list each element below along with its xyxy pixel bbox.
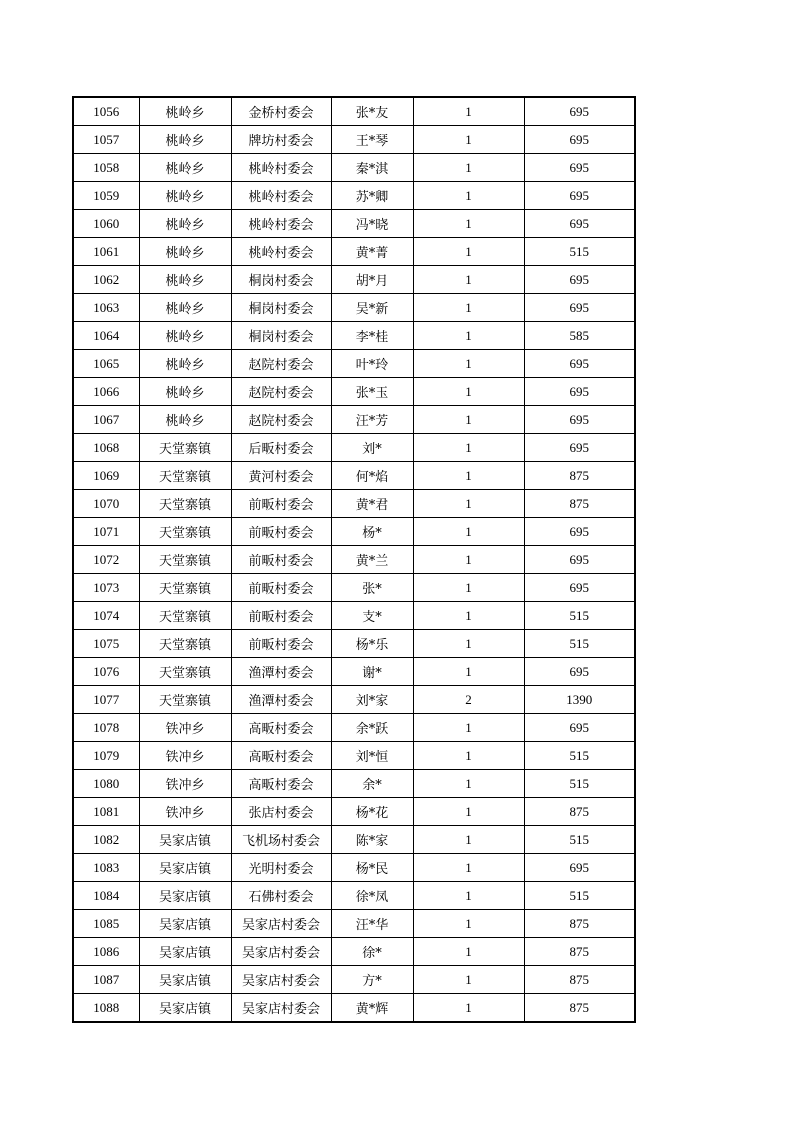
table-row bbox=[73, 238, 635, 266]
cell-count: 1 bbox=[413, 854, 524, 882]
cell-village: 飞机场村委会 bbox=[231, 826, 331, 854]
cell-id: 1076 bbox=[73, 658, 139, 686]
cell-town: 铁冲乡 bbox=[139, 770, 231, 798]
cell-village: 桐岗村委会 bbox=[231, 294, 331, 322]
table-row bbox=[73, 97, 635, 126]
cell-village: 前畈村委会 bbox=[231, 602, 331, 630]
cell-name: 黄*君 bbox=[331, 490, 413, 518]
cell-name: 杨*乐 bbox=[331, 630, 413, 658]
table-row bbox=[73, 406, 635, 434]
cell-village: 张店村委会 bbox=[231, 798, 331, 826]
cell-town: 桃岭乡 bbox=[139, 238, 231, 266]
cell-count: 1 bbox=[413, 490, 524, 518]
table-row bbox=[73, 770, 635, 798]
table-row bbox=[73, 210, 635, 238]
cell-count: 1 bbox=[413, 182, 524, 210]
cell-name: 徐*凤 bbox=[331, 882, 413, 910]
cell-town: 桃岭乡 bbox=[139, 322, 231, 350]
cell-count: 1 bbox=[413, 294, 524, 322]
cell-village: 黄河村委会 bbox=[231, 462, 331, 490]
cell-town: 吴家店镇 bbox=[139, 994, 231, 1023]
cell-amount: 695 bbox=[524, 182, 635, 210]
table-row bbox=[73, 294, 635, 322]
cell-amount: 695 bbox=[524, 350, 635, 378]
cell-name: 何*焰 bbox=[331, 462, 413, 490]
table-row bbox=[73, 574, 635, 602]
cell-amount: 695 bbox=[524, 266, 635, 294]
table-row bbox=[73, 126, 635, 154]
cell-village: 高畈村委会 bbox=[231, 714, 331, 742]
cell-count: 1 bbox=[413, 154, 524, 182]
cell-count: 1 bbox=[413, 322, 524, 350]
cell-count: 1 bbox=[413, 882, 524, 910]
cell-village: 高畈村委会 bbox=[231, 742, 331, 770]
table-row bbox=[73, 154, 635, 182]
cell-id: 1079 bbox=[73, 742, 139, 770]
cell-name: 黄*辉 bbox=[331, 994, 413, 1023]
cell-village: 金桥村委会 bbox=[231, 97, 331, 126]
cell-town: 桃岭乡 bbox=[139, 154, 231, 182]
cell-village: 后畈村委会 bbox=[231, 434, 331, 462]
table-row bbox=[73, 686, 635, 714]
cell-id: 1062 bbox=[73, 266, 139, 294]
cell-name: 张*玉 bbox=[331, 378, 413, 406]
cell-name: 刘* bbox=[331, 434, 413, 462]
cell-count: 1 bbox=[413, 518, 524, 546]
cell-id: 1074 bbox=[73, 602, 139, 630]
cell-amount: 695 bbox=[524, 294, 635, 322]
cell-id: 1086 bbox=[73, 938, 139, 966]
cell-amount: 875 bbox=[524, 966, 635, 994]
cell-id: 1064 bbox=[73, 322, 139, 350]
cell-id: 1070 bbox=[73, 490, 139, 518]
records-table-body bbox=[73, 97, 635, 1022]
cell-village: 桃岭村委会 bbox=[231, 238, 331, 266]
cell-name: 黄*菁 bbox=[331, 238, 413, 266]
cell-id: 1084 bbox=[73, 882, 139, 910]
cell-name: 余*跃 bbox=[331, 714, 413, 742]
cell-amount: 515 bbox=[524, 742, 635, 770]
cell-village: 光明村委会 bbox=[231, 854, 331, 882]
cell-amount: 695 bbox=[524, 518, 635, 546]
cell-id: 1085 bbox=[73, 910, 139, 938]
cell-count: 1 bbox=[413, 910, 524, 938]
cell-name: 秦*淇 bbox=[331, 154, 413, 182]
cell-name: 冯*晓 bbox=[331, 210, 413, 238]
cell-village: 牌坊村委会 bbox=[231, 126, 331, 154]
table-row bbox=[73, 826, 635, 854]
cell-count: 1 bbox=[413, 742, 524, 770]
cell-id: 1075 bbox=[73, 630, 139, 658]
cell-id: 1065 bbox=[73, 350, 139, 378]
cell-name: 苏*卿 bbox=[331, 182, 413, 210]
cell-id: 1082 bbox=[73, 826, 139, 854]
table-row bbox=[73, 182, 635, 210]
cell-id: 1061 bbox=[73, 238, 139, 266]
cell-village: 渔潭村委会 bbox=[231, 686, 331, 714]
cell-id: 1083 bbox=[73, 854, 139, 882]
cell-amount: 875 bbox=[524, 462, 635, 490]
cell-count: 1 bbox=[413, 210, 524, 238]
cell-count: 1 bbox=[413, 574, 524, 602]
cell-name: 胡*月 bbox=[331, 266, 413, 294]
cell-id: 1069 bbox=[73, 462, 139, 490]
cell-town: 桃岭乡 bbox=[139, 350, 231, 378]
cell-town: 铁冲乡 bbox=[139, 798, 231, 826]
cell-town: 吴家店镇 bbox=[139, 910, 231, 938]
cell-amount: 695 bbox=[524, 154, 635, 182]
cell-amount: 515 bbox=[524, 882, 635, 910]
cell-count: 1 bbox=[413, 966, 524, 994]
cell-name: 王*琴 bbox=[331, 126, 413, 154]
cell-id: 1060 bbox=[73, 210, 139, 238]
cell-village: 赵院村委会 bbox=[231, 378, 331, 406]
cell-name: 支* bbox=[331, 602, 413, 630]
table-row bbox=[73, 910, 635, 938]
cell-amount: 695 bbox=[524, 406, 635, 434]
cell-amount: 515 bbox=[524, 770, 635, 798]
cell-count: 1 bbox=[413, 462, 524, 490]
cell-town: 天堂寨镇 bbox=[139, 462, 231, 490]
cell-id: 1063 bbox=[73, 294, 139, 322]
cell-name: 张*友 bbox=[331, 97, 413, 126]
cell-count: 1 bbox=[413, 126, 524, 154]
cell-amount: 515 bbox=[524, 630, 635, 658]
cell-amount: 695 bbox=[524, 97, 635, 126]
cell-village: 高畈村委会 bbox=[231, 770, 331, 798]
table-row bbox=[73, 434, 635, 462]
table-row bbox=[73, 882, 635, 910]
cell-amount: 695 bbox=[524, 126, 635, 154]
cell-count: 1 bbox=[413, 378, 524, 406]
cell-count: 1 bbox=[413, 97, 524, 126]
cell-amount: 515 bbox=[524, 602, 635, 630]
cell-name: 李*桂 bbox=[331, 322, 413, 350]
cell-name: 黄*兰 bbox=[331, 546, 413, 574]
cell-town: 铁冲乡 bbox=[139, 742, 231, 770]
cell-id: 1071 bbox=[73, 518, 139, 546]
cell-village: 吴家店村委会 bbox=[231, 910, 331, 938]
cell-amount: 875 bbox=[524, 798, 635, 826]
cell-town: 桃岭乡 bbox=[139, 378, 231, 406]
table-row bbox=[73, 742, 635, 770]
cell-id: 1067 bbox=[73, 406, 139, 434]
cell-name: 陈*家 bbox=[331, 826, 413, 854]
cell-count: 1 bbox=[413, 630, 524, 658]
cell-village: 赵院村委会 bbox=[231, 350, 331, 378]
cell-town: 天堂寨镇 bbox=[139, 490, 231, 518]
cell-village: 桃岭村委会 bbox=[231, 210, 331, 238]
cell-count: 1 bbox=[413, 798, 524, 826]
cell-village: 桐岗村委会 bbox=[231, 266, 331, 294]
table-row bbox=[73, 658, 635, 686]
cell-count: 1 bbox=[413, 994, 524, 1023]
cell-count: 1 bbox=[413, 826, 524, 854]
cell-town: 桃岭乡 bbox=[139, 266, 231, 294]
cell-town: 桃岭乡 bbox=[139, 182, 231, 210]
cell-id: 1059 bbox=[73, 182, 139, 210]
table-row bbox=[73, 714, 635, 742]
cell-village: 吴家店村委会 bbox=[231, 994, 331, 1023]
cell-amount: 515 bbox=[524, 238, 635, 266]
table-row bbox=[73, 798, 635, 826]
cell-village: 前畈村委会 bbox=[231, 630, 331, 658]
cell-amount: 875 bbox=[524, 938, 635, 966]
cell-amount: 515 bbox=[524, 826, 635, 854]
cell-village: 前畈村委会 bbox=[231, 546, 331, 574]
table-row bbox=[73, 966, 635, 994]
cell-town: 天堂寨镇 bbox=[139, 602, 231, 630]
cell-village: 石佛村委会 bbox=[231, 882, 331, 910]
table-row bbox=[73, 546, 635, 574]
cell-village: 桃岭村委会 bbox=[231, 154, 331, 182]
cell-id: 1056 bbox=[73, 97, 139, 126]
cell-village: 前畈村委会 bbox=[231, 518, 331, 546]
table-row bbox=[73, 630, 635, 658]
table-row bbox=[73, 994, 635, 1023]
cell-name: 张* bbox=[331, 574, 413, 602]
table-row bbox=[73, 602, 635, 630]
cell-id: 1088 bbox=[73, 994, 139, 1023]
cell-amount: 875 bbox=[524, 490, 635, 518]
cell-id: 1081 bbox=[73, 798, 139, 826]
cell-town: 天堂寨镇 bbox=[139, 686, 231, 714]
cell-name: 杨*花 bbox=[331, 798, 413, 826]
cell-count: 2 bbox=[413, 686, 524, 714]
cell-town: 吴家店镇 bbox=[139, 966, 231, 994]
cell-name: 汪*芳 bbox=[331, 406, 413, 434]
cell-name: 杨* bbox=[331, 518, 413, 546]
cell-name: 叶*玲 bbox=[331, 350, 413, 378]
cell-town: 天堂寨镇 bbox=[139, 658, 231, 686]
cell-town: 天堂寨镇 bbox=[139, 574, 231, 602]
cell-name: 汪*华 bbox=[331, 910, 413, 938]
cell-count: 1 bbox=[413, 238, 524, 266]
table-row bbox=[73, 378, 635, 406]
cell-village: 桐岗村委会 bbox=[231, 322, 331, 350]
cell-name: 吴*新 bbox=[331, 294, 413, 322]
table-row bbox=[73, 462, 635, 490]
table-row bbox=[73, 854, 635, 882]
cell-town: 吴家店镇 bbox=[139, 826, 231, 854]
cell-amount: 695 bbox=[524, 210, 635, 238]
cell-town: 铁冲乡 bbox=[139, 714, 231, 742]
cell-amount: 695 bbox=[524, 658, 635, 686]
cell-town: 吴家店镇 bbox=[139, 938, 231, 966]
cell-id: 1066 bbox=[73, 378, 139, 406]
cell-count: 1 bbox=[413, 602, 524, 630]
table-row bbox=[73, 322, 635, 350]
cell-amount: 695 bbox=[524, 546, 635, 574]
cell-town: 桃岭乡 bbox=[139, 126, 231, 154]
cell-amount: 695 bbox=[524, 714, 635, 742]
cell-id: 1087 bbox=[73, 966, 139, 994]
cell-count: 1 bbox=[413, 266, 524, 294]
cell-village: 前畈村委会 bbox=[231, 490, 331, 518]
cell-village: 渔潭村委会 bbox=[231, 658, 331, 686]
cell-id: 1073 bbox=[73, 574, 139, 602]
table-row bbox=[73, 518, 635, 546]
cell-id: 1080 bbox=[73, 770, 139, 798]
records-table bbox=[72, 96, 636, 1023]
cell-name: 徐* bbox=[331, 938, 413, 966]
cell-town: 桃岭乡 bbox=[139, 294, 231, 322]
table-row bbox=[73, 938, 635, 966]
cell-amount: 695 bbox=[524, 378, 635, 406]
cell-name: 刘*家 bbox=[331, 686, 413, 714]
cell-village: 吴家店村委会 bbox=[231, 938, 331, 966]
cell-amount: 695 bbox=[524, 574, 635, 602]
cell-id: 1072 bbox=[73, 546, 139, 574]
cell-name: 谢* bbox=[331, 658, 413, 686]
cell-amount: 695 bbox=[524, 854, 635, 882]
cell-town: 吴家店镇 bbox=[139, 854, 231, 882]
cell-name: 余* bbox=[331, 770, 413, 798]
cell-town: 桃岭乡 bbox=[139, 97, 231, 126]
cell-town: 天堂寨镇 bbox=[139, 518, 231, 546]
cell-amount: 1390 bbox=[524, 686, 635, 714]
cell-count: 1 bbox=[413, 714, 524, 742]
cell-village: 前畈村委会 bbox=[231, 574, 331, 602]
cell-count: 1 bbox=[413, 938, 524, 966]
cell-name: 刘*恒 bbox=[331, 742, 413, 770]
cell-id: 1057 bbox=[73, 126, 139, 154]
cell-town: 天堂寨镇 bbox=[139, 630, 231, 658]
cell-id: 1058 bbox=[73, 154, 139, 182]
cell-town: 天堂寨镇 bbox=[139, 546, 231, 574]
cell-amount: 875 bbox=[524, 910, 635, 938]
cell-count: 1 bbox=[413, 434, 524, 462]
cell-amount: 585 bbox=[524, 322, 635, 350]
cell-village: 赵院村委会 bbox=[231, 406, 331, 434]
cell-count: 1 bbox=[413, 658, 524, 686]
cell-name: 杨*民 bbox=[331, 854, 413, 882]
cell-town: 天堂寨镇 bbox=[139, 434, 231, 462]
table-row bbox=[73, 350, 635, 378]
cell-count: 1 bbox=[413, 406, 524, 434]
cell-count: 1 bbox=[413, 546, 524, 574]
cell-town: 桃岭乡 bbox=[139, 406, 231, 434]
cell-village: 桃岭村委会 bbox=[231, 182, 331, 210]
cell-town: 吴家店镇 bbox=[139, 882, 231, 910]
cell-amount: 695 bbox=[524, 434, 635, 462]
cell-count: 1 bbox=[413, 350, 524, 378]
cell-id: 1078 bbox=[73, 714, 139, 742]
cell-amount: 875 bbox=[524, 994, 635, 1023]
cell-village: 吴家店村委会 bbox=[231, 966, 331, 994]
cell-id: 1077 bbox=[73, 686, 139, 714]
cell-name: 方* bbox=[331, 966, 413, 994]
cell-town: 桃岭乡 bbox=[139, 210, 231, 238]
cell-id: 1068 bbox=[73, 434, 139, 462]
table-row bbox=[73, 266, 635, 294]
cell-count: 1 bbox=[413, 770, 524, 798]
table-row bbox=[73, 490, 635, 518]
